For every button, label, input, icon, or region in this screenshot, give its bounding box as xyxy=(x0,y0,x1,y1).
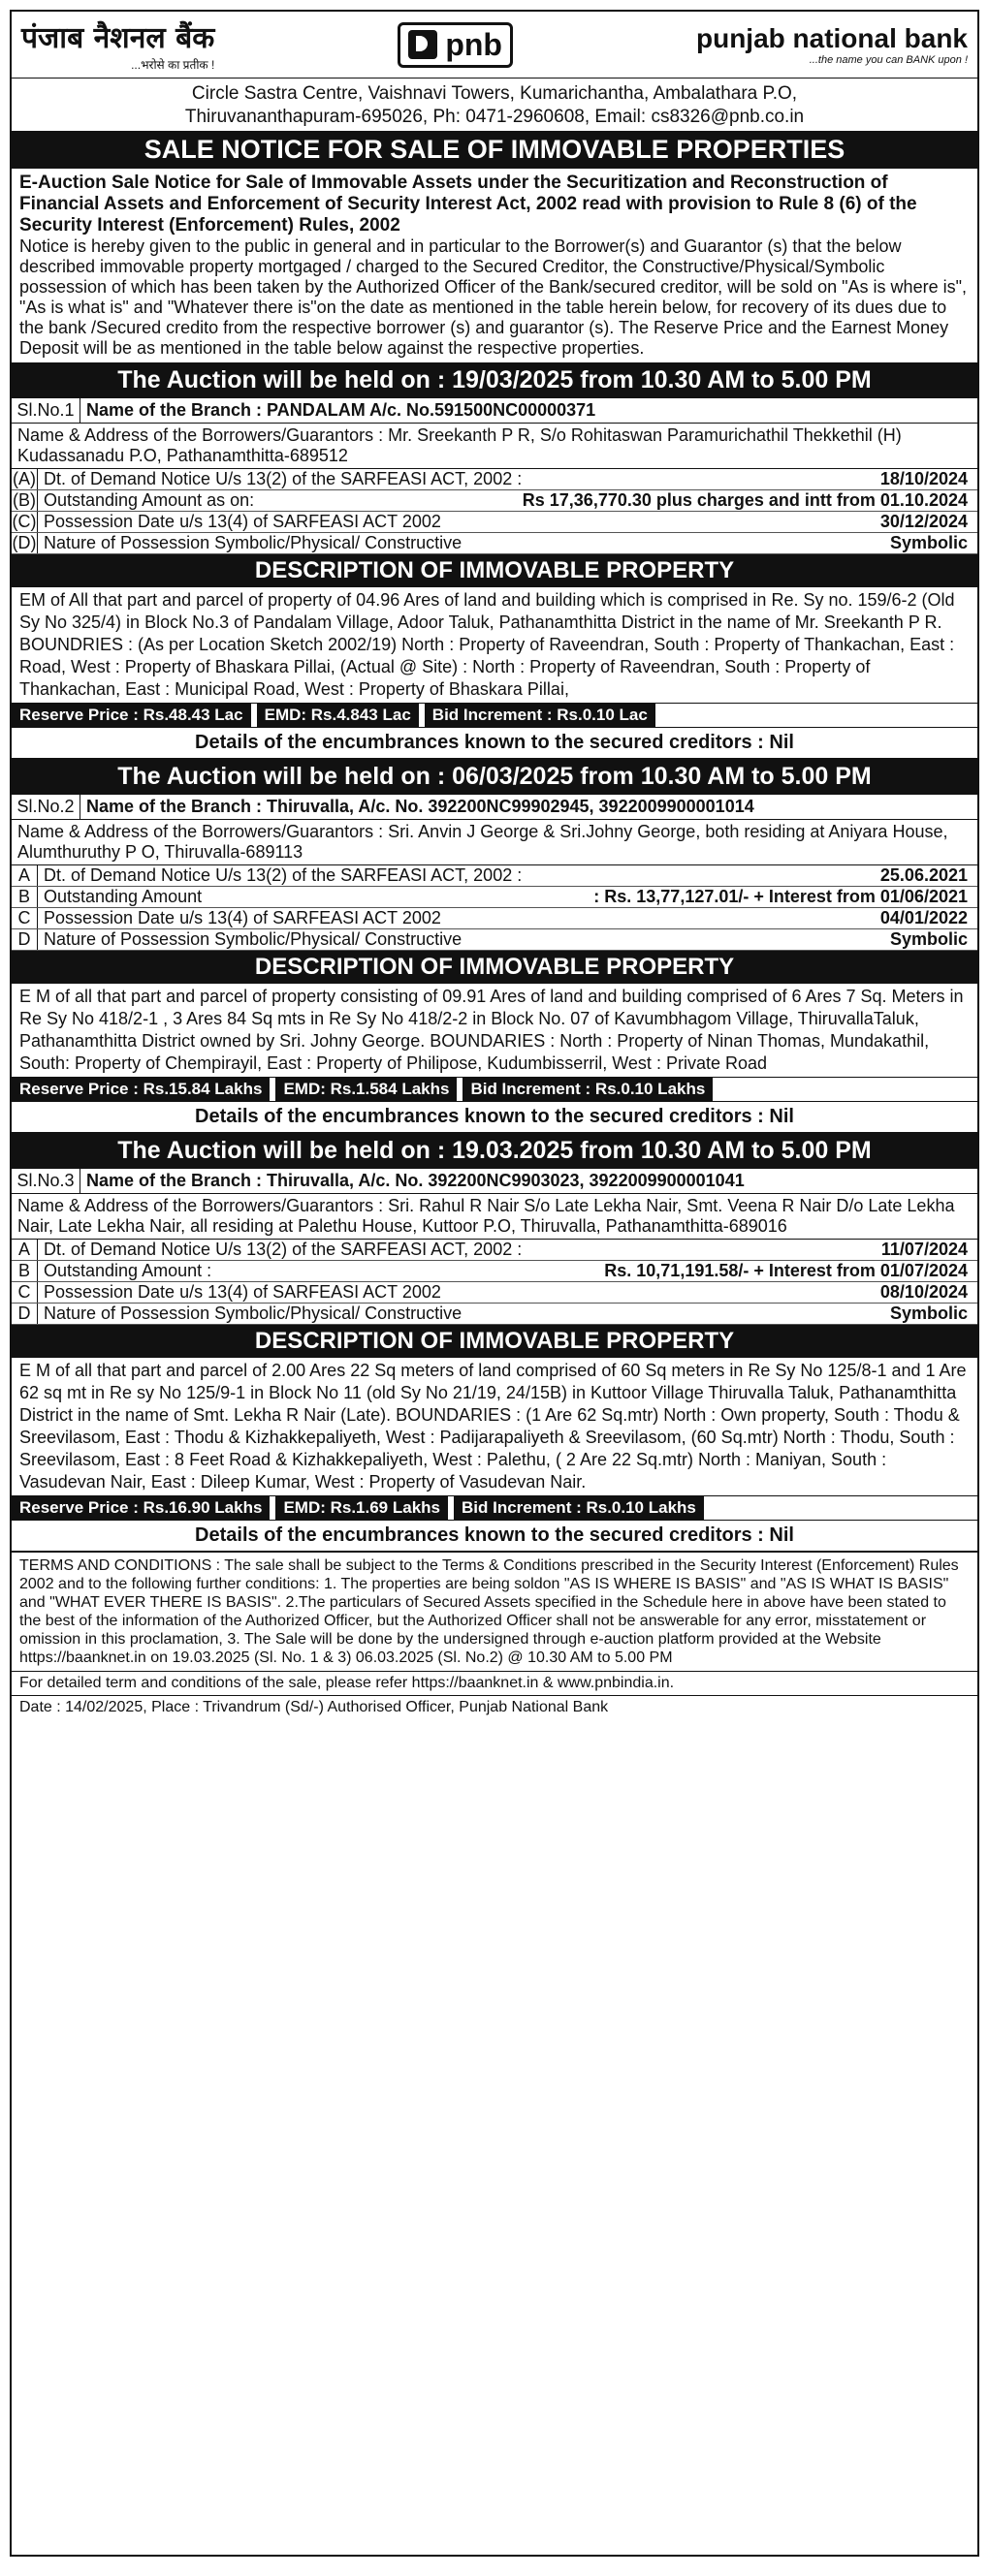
detail-label: Nature of Possession Symbolic/Physical/ Constructive xyxy=(44,533,463,552)
auction-detail-row xyxy=(12,533,977,554)
borrower-row xyxy=(12,820,977,865)
detail-label: Possession Date u/s 13(4) of SARFEASI ACT 2002 xyxy=(44,1282,441,1302)
detail-label: Dt. of Demand Notice U/s 13(2) of the SARFEASI ACT, 2002 : xyxy=(44,1240,523,1259)
detail-letter: (C) xyxy=(12,512,37,531)
detail-value: Symbolic xyxy=(889,929,968,949)
auction-block xyxy=(12,362,977,759)
serial-number: Sl.No.3 xyxy=(12,1169,80,1193)
description-title: DESCRIPTION OF IMMOVABLE PROPERTY xyxy=(12,1325,977,1358)
notice-title: SALE NOTICE FOR SALE OF IMMOVABLE PROPERTIES xyxy=(12,131,977,169)
detail-value: Rs. 10,71,191.58/- + Interest from 01/07/2024 xyxy=(604,1261,968,1280)
price-bar xyxy=(12,1077,977,1102)
detail-label: Outstanding Amount xyxy=(44,887,203,906)
auction-detail-row xyxy=(12,1304,977,1325)
auction-detail-row xyxy=(12,512,977,533)
english-logo-block xyxy=(696,23,968,66)
terms-and-conditions: TERMS AND CONDITIONS : The sale shall be subject to the Terms & Conditions prescribed in the Security Interest (Enforcement) Rules 2002 and to the following further conditions: 1. The properties are being soldon "AS IS WHERE IS BASIS" and "AS IS WHAT IS BASIS" and "WHAT EVER THERE IS BASIS". 2.The particulars of Secured Assets specified in the Schedule here in above have been stated to the best of the information of the Authorized Officer, but the Authorized Officer shall not be answerable for any error, misstatement or omission in this proclamation, 3. The Sale will be done by the undersigned through e-auction platform provided at the Website https://baanknet.in on 19.03.2025 (Sl. No. 1 & 3) 06.03.2025 (Sl. No.2) @ 10.30 AM to 5.00 PM xyxy=(12,1552,977,1671)
emd-amount: EMD: Rs.4.843 Lac xyxy=(257,704,419,727)
auction-date-bar: The Auction will be held on : 19.03.2025 from 10.30 AM to 5.00 PM xyxy=(12,1133,977,1169)
detail-label: Dt. of Demand Notice U/s 13(2) of the SARFEASI ACT, 2002 : xyxy=(44,865,523,885)
borrower-details: Name & Address of the Borrowers/Guarantors : Sri. Anvin J George & Sri.Johny George, both residing at Aniyara House, Alumthuruthy P O, Thiruvalla-689113 xyxy=(17,822,948,862)
encumbrance-note: Details of the encumbrances known to the secured creditors : Nil xyxy=(12,1102,977,1133)
description-title: DESCRIPTION OF IMMOVABLE PROPERTY xyxy=(12,951,977,984)
bid-increment: Bid Increment : Rs.0.10 Lac xyxy=(425,704,655,727)
intro xyxy=(12,169,977,362)
detail-letter: D xyxy=(12,1304,38,1324)
encumbrance-note: Details of the encumbrances known to the secured creditors : Nil xyxy=(12,1521,977,1552)
borrower-row xyxy=(12,424,977,469)
auction-detail-row xyxy=(12,490,977,512)
detail-letter: B xyxy=(12,1261,38,1281)
detail-letter: B xyxy=(12,887,38,907)
footer-signature: Date : 14/02/2025, Place : Trivandrum (Sd/-) Authorised Officer, Punjab National Bank xyxy=(12,1695,977,1719)
pnb-logo-icon xyxy=(408,30,437,59)
auction-detail-row xyxy=(12,887,977,908)
borrower-row xyxy=(12,1194,977,1240)
detail-value: Rs 17,36,770.30 plus charges and intt from 01.10.2024 xyxy=(522,490,968,510)
detail-letter: A xyxy=(12,1240,38,1260)
branch-name: Name of the Branch : PANDALAM A/c. No.591500NC00000371 xyxy=(86,400,596,420)
hindi-bank-name: पंजाब नैशनल बैंक xyxy=(21,21,215,55)
detail-label: Dt. of Demand Notice U/s 13(2) of the SARFEASI ACT, 2002 : xyxy=(44,469,523,488)
pnb-logo-text: pnb xyxy=(445,26,502,62)
pnb-logo xyxy=(398,22,513,68)
detail-label: Nature of Possession Symbolic/Physical/ Constructive xyxy=(44,929,463,949)
auction-date-bar: The Auction will be held on : 19/03/2025 from 10.30 AM to 5.00 PM xyxy=(12,362,977,398)
detail-value: 18/10/2024 xyxy=(879,469,968,488)
reserve-price: Reserve Price : Rs.15.84 Lakhs xyxy=(12,1078,270,1101)
auction-detail-row xyxy=(12,1240,977,1261)
detail-label: Outstanding Amount : xyxy=(44,1261,212,1280)
detail-letter: D xyxy=(12,929,38,950)
auction-block xyxy=(12,1133,977,1552)
detail-value: Symbolic xyxy=(889,533,968,552)
auction-detail-row xyxy=(12,865,977,887)
borrower-details: Name & Address of the Borrowers/Guarantors : Sri. Rahul R Nair S/o Late Lekha Nair, Smt. Veena R Nair D/o Late Lekha Nair, Late Lekha Nair, all residing at Palethu House, Kuttoor P.O, Thiruvalla, Pathanamthitta-689016 xyxy=(17,1196,955,1236)
detail-letter: (D) xyxy=(12,533,37,552)
branch-row xyxy=(12,1169,977,1194)
hindi-logo-block xyxy=(21,16,214,73)
borrower-details: Name & Address of the Borrowers/Guarantors : Mr. Sreekanth P R, S/o Rohitaswan Paramurichathil Thekkethil (H) Kudassanadu P.O, Pathanamthitta-689512 xyxy=(17,425,902,465)
serial-number: Sl.No.2 xyxy=(12,795,80,819)
detail-letter: C xyxy=(12,1282,38,1303)
detail-label: Possession Date u/s 13(4) of SARFEASI ACT 2002 xyxy=(44,908,441,927)
detail-value: 25.06.2021 xyxy=(879,865,968,885)
reserve-price: Reserve Price : Rs.48.43 Lac xyxy=(12,704,251,727)
emd-amount: EMD: Rs.1.584 Lakhs xyxy=(275,1078,457,1101)
property-description: EM of All that part and parcel of property of 04.96 Ares of land and building which is comprised in Re. Sy no. 159/6-2 (Old Sy No 325/4) in Block No.3 of Pandalam Village, Adoor Taluk, Pathanamthitta District in the name of Mr. Sreekanth P R. BOUNDRIES : (As per Location Sketch 2002/19) North : Property of Raveendran, South : Property of Thankachan, East : Road, West : Property of Bhaskara Pillai, (Actual @ Site) : North : Property of Raveendran, South : Property of Thankachan, East : Municipal Road, West : Property of Bhaskara Pillai, xyxy=(19,590,955,699)
auction-block xyxy=(12,759,977,1133)
detail-label: Possession Date u/s 13(4) of SARFEASI ACT 2002 xyxy=(44,512,441,531)
detail-value: 30/12/2024 xyxy=(879,512,968,531)
detail-letter: (B) xyxy=(13,490,36,510)
auction-date-bar: The Auction will be held on : 06/03/2025 from 10.30 AM to 5.00 PM xyxy=(12,759,977,795)
intro-body: Notice is hereby given to the public in general and in particular to the Borrower(s) and Guarantor (s) that the below described immovable property mortgaged / charged to the Secured Creditor, the Constructive/Physical/Symbolic possession of which has been taken by the Authorized Officer of the Bank/secured creditor, will be sold on "As is where is", "As is what is" and "Whatever there is"on the date as mentioned in the table herein below, for recovery of its dues due to the bank /Secured credito from the respective borrower (s) and guarantor (s). The Reserve Price and the Earnest Money Deposit will be as mentioned in the table below against the respective properties. xyxy=(19,236,967,358)
auction-items xyxy=(12,865,977,951)
address-line-1: Circle Sastra Centre, Vaishnavi Towers, Kumarichantha, Ambalathara P.O, xyxy=(191,83,798,104)
branch-row xyxy=(12,398,977,424)
branch-name: Name of the Branch : Thiruvalla, A/c. No. 392200NC99902945, 3922009900001014 xyxy=(86,797,754,816)
detail-label: Outstanding Amount as on: xyxy=(44,490,255,510)
bid-increment: Bid Increment : Rs.0.10 Lakhs xyxy=(454,1496,704,1520)
encumbrance-note: Details of the encumbrances known to the secured creditors : Nil xyxy=(12,728,977,759)
bid-increment: Bid Increment : Rs.0.10 Lakhs xyxy=(463,1078,713,1101)
detail-letter: C xyxy=(12,908,38,928)
sale-notice xyxy=(10,10,979,2557)
description-title: DESCRIPTION OF IMMOVABLE PROPERTY xyxy=(12,554,977,587)
property-description: E M of all that part and parcel of 2.00 Ares 22 Sq meters of land comprised of 60 Sq meters in Re Sy No 125/8-1 and 1 Are 62 sq mt in Re sy No 125/9-1 in Block No 11 (old Sy No 21/19, 24/15B) in Kuttoor Village Thiruvalla Taluk, Pathanamthitta District in the name of Smt. Lekha R Nair (Late). BOUNDARIES : (1 Are 62 Sq.mtr) North : Own property, South : Thodu & Sreevilasom, East : Thodu & Kizhakkepaliyeth, West : Padijarapaliyeth & Sreevilasom, (60 Sq.mtr) North : Thodu, South : Sreevilasom, East : 8 Feet Road & Kizhakkepaliyeth, West : Palethu, ( 2 Are 22 Sq.mtr) North : Maniyan, South : Vasudevan Nair, East : Dileep Kumar, West : Property of Vasudevan Nair. xyxy=(19,1361,967,1492)
detail-letter: (A) xyxy=(13,469,36,488)
price-bar xyxy=(12,1495,977,1521)
property-description: E M of all that part and parcel of property consisting of 09.91 Ares of land and building comprised of 6 Ares 7 Sq. Meters in Re Sy No 418/2-1 , 3 Ares 84 Sq mts in Re Sy No 418/2-2 in Block No. 07 of Kavumbhagom Village, ThiruvallaTaluk, Pathanamthitta District owned by Sri. Johny George. BOUNDARIES : North : Property of Ninan Thomas, Mundakathil, South: Property of Chempirayil, East : Property of Philipose, Kudumbisserril, West : Private Road xyxy=(19,987,964,1073)
emd-amount: EMD: Rs.1.69 Lakhs xyxy=(275,1496,448,1520)
auction-list xyxy=(12,362,977,1552)
footer-link-line: For detailed term and conditions of the sale, please refer https://baanknet.in & www.pnbindia.in. xyxy=(12,1671,977,1695)
auction-detail-row xyxy=(12,929,977,951)
detail-value: : Rs. 13,77,127.01/- + Interest from 01/06/2021 xyxy=(593,887,968,906)
address-line-2: Thiruvananthapuram-695026, Ph: 0471-2960608, Email: cs8326@pnb.co.in xyxy=(184,107,805,127)
detail-label: Nature of Possession Symbolic/Physical/ Constructive xyxy=(44,1304,463,1323)
auction-items xyxy=(12,469,977,554)
branch-name: Name of the Branch : Thiruvalla, A/c. No. 392200NC9903023, 3922009900001041 xyxy=(86,1171,745,1190)
reserve-price: Reserve Price : Rs.16.90 Lakhs xyxy=(12,1496,270,1520)
english-bank-name: punjab national bank xyxy=(695,23,968,53)
detail-value: 04/01/2022 xyxy=(879,908,968,927)
detail-value: 11/07/2024 xyxy=(880,1240,968,1259)
serial-number: Sl.No.1 xyxy=(12,398,80,423)
detail-value: Symbolic xyxy=(889,1304,968,1323)
price-bar xyxy=(12,703,977,728)
auction-detail-row xyxy=(12,469,977,490)
hindi-tagline: ...भरोसे का प्रतीक ! xyxy=(131,58,215,72)
auction-detail-row xyxy=(12,1261,977,1282)
intro-heading: E-Auction Sale Notice for Sale of Immovable Assets under the Securitization and Reconstruction of Financial Assets and Enforcement of Security Interest Act, 2002 read with provision to Rule 8 (6) of the Security Interest (Enforcement) Rules, 2002 xyxy=(19,173,917,236)
detail-letter: A xyxy=(12,865,38,886)
branch-row xyxy=(12,795,977,820)
branch-address xyxy=(12,79,977,131)
header xyxy=(12,12,977,79)
auction-detail-row xyxy=(12,908,977,929)
auction-detail-row xyxy=(12,1282,977,1304)
english-tagline: ...the name you can BANK upon ! xyxy=(809,54,968,66)
detail-value: 08/10/2024 xyxy=(879,1282,968,1302)
auction-items xyxy=(12,1240,977,1325)
